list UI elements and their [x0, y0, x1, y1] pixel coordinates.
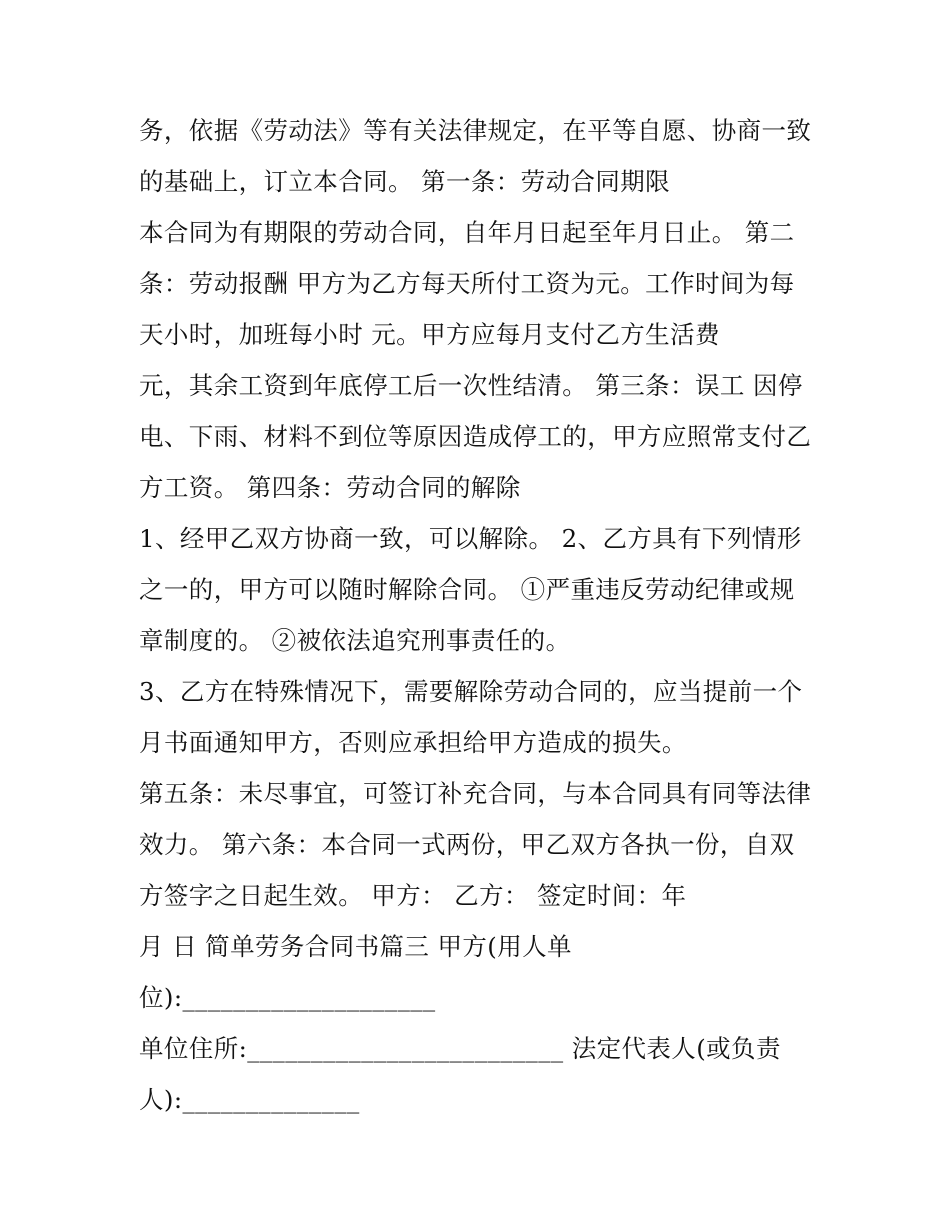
- text-line: 本合同为有期限的劳动合同，自年月日起至年月日止。 第二: [139, 218, 795, 247]
- text-line: 月 日 简单劳务合同书篇三 甲方(用人单: [139, 932, 572, 961]
- text-line: 第五条：未尽事宜，可签订补充合同，与本合同具有同等法律: [139, 779, 812, 808]
- text-line: 的基础上，订立本合同。 第一条：劳动合同期限: [139, 167, 671, 196]
- text-line: 方签字之日起生效。 甲方： 乙方： 签定时间：年: [139, 881, 687, 910]
- text-line: 位):____________________: [139, 983, 436, 1012]
- contract-text-body: [139, 105, 829, 1125]
- text-line: 人):______________: [139, 1085, 360, 1114]
- text-line: 1、经甲乙双方协商一致，可以解除。 2、乙方具有下列情形: [139, 524, 802, 553]
- text-line: 单位住所:_________________________ 法定代表人(或负责: [139, 1034, 781, 1063]
- text-line: 条：劳动报酬 甲方为乙方每天所付工资为元。工作时间为每: [139, 269, 795, 298]
- text-line: 3、乙方在特殊情况下，需要解除劳动合同的，应当提前一个: [139, 677, 803, 706]
- text-line: 月书面通知甲方，否则应承担给甲方造成的损失。: [139, 728, 687, 757]
- text-line: 元，其余工资到年底停工后一次性结清。 第三条：误工 因停: [139, 371, 803, 400]
- text-line: 之一的，甲方可以随时解除合同。 ①严重违反劳动纪律或规: [139, 575, 795, 604]
- text-line: 务，依据《劳动法》等有关法律规定，在平等自愿、协商一致: [139, 116, 812, 145]
- text-line: 效力。 第六条：本合同一式两份，甲乙双方各执一份，自双: [139, 830, 795, 859]
- text-line: 电、下雨、材料不到位等原因造成停工的，甲方应照常支付乙: [139, 422, 812, 451]
- text-line: 方工资。 第四条：劳动合同的解除: [139, 473, 521, 502]
- text-line: 天小时，加班每小时 元。甲方应每月支付乙方生活费: [139, 320, 720, 349]
- text-line: 章制度的。 ②被依法追究刑事责任的。: [139, 626, 571, 655]
